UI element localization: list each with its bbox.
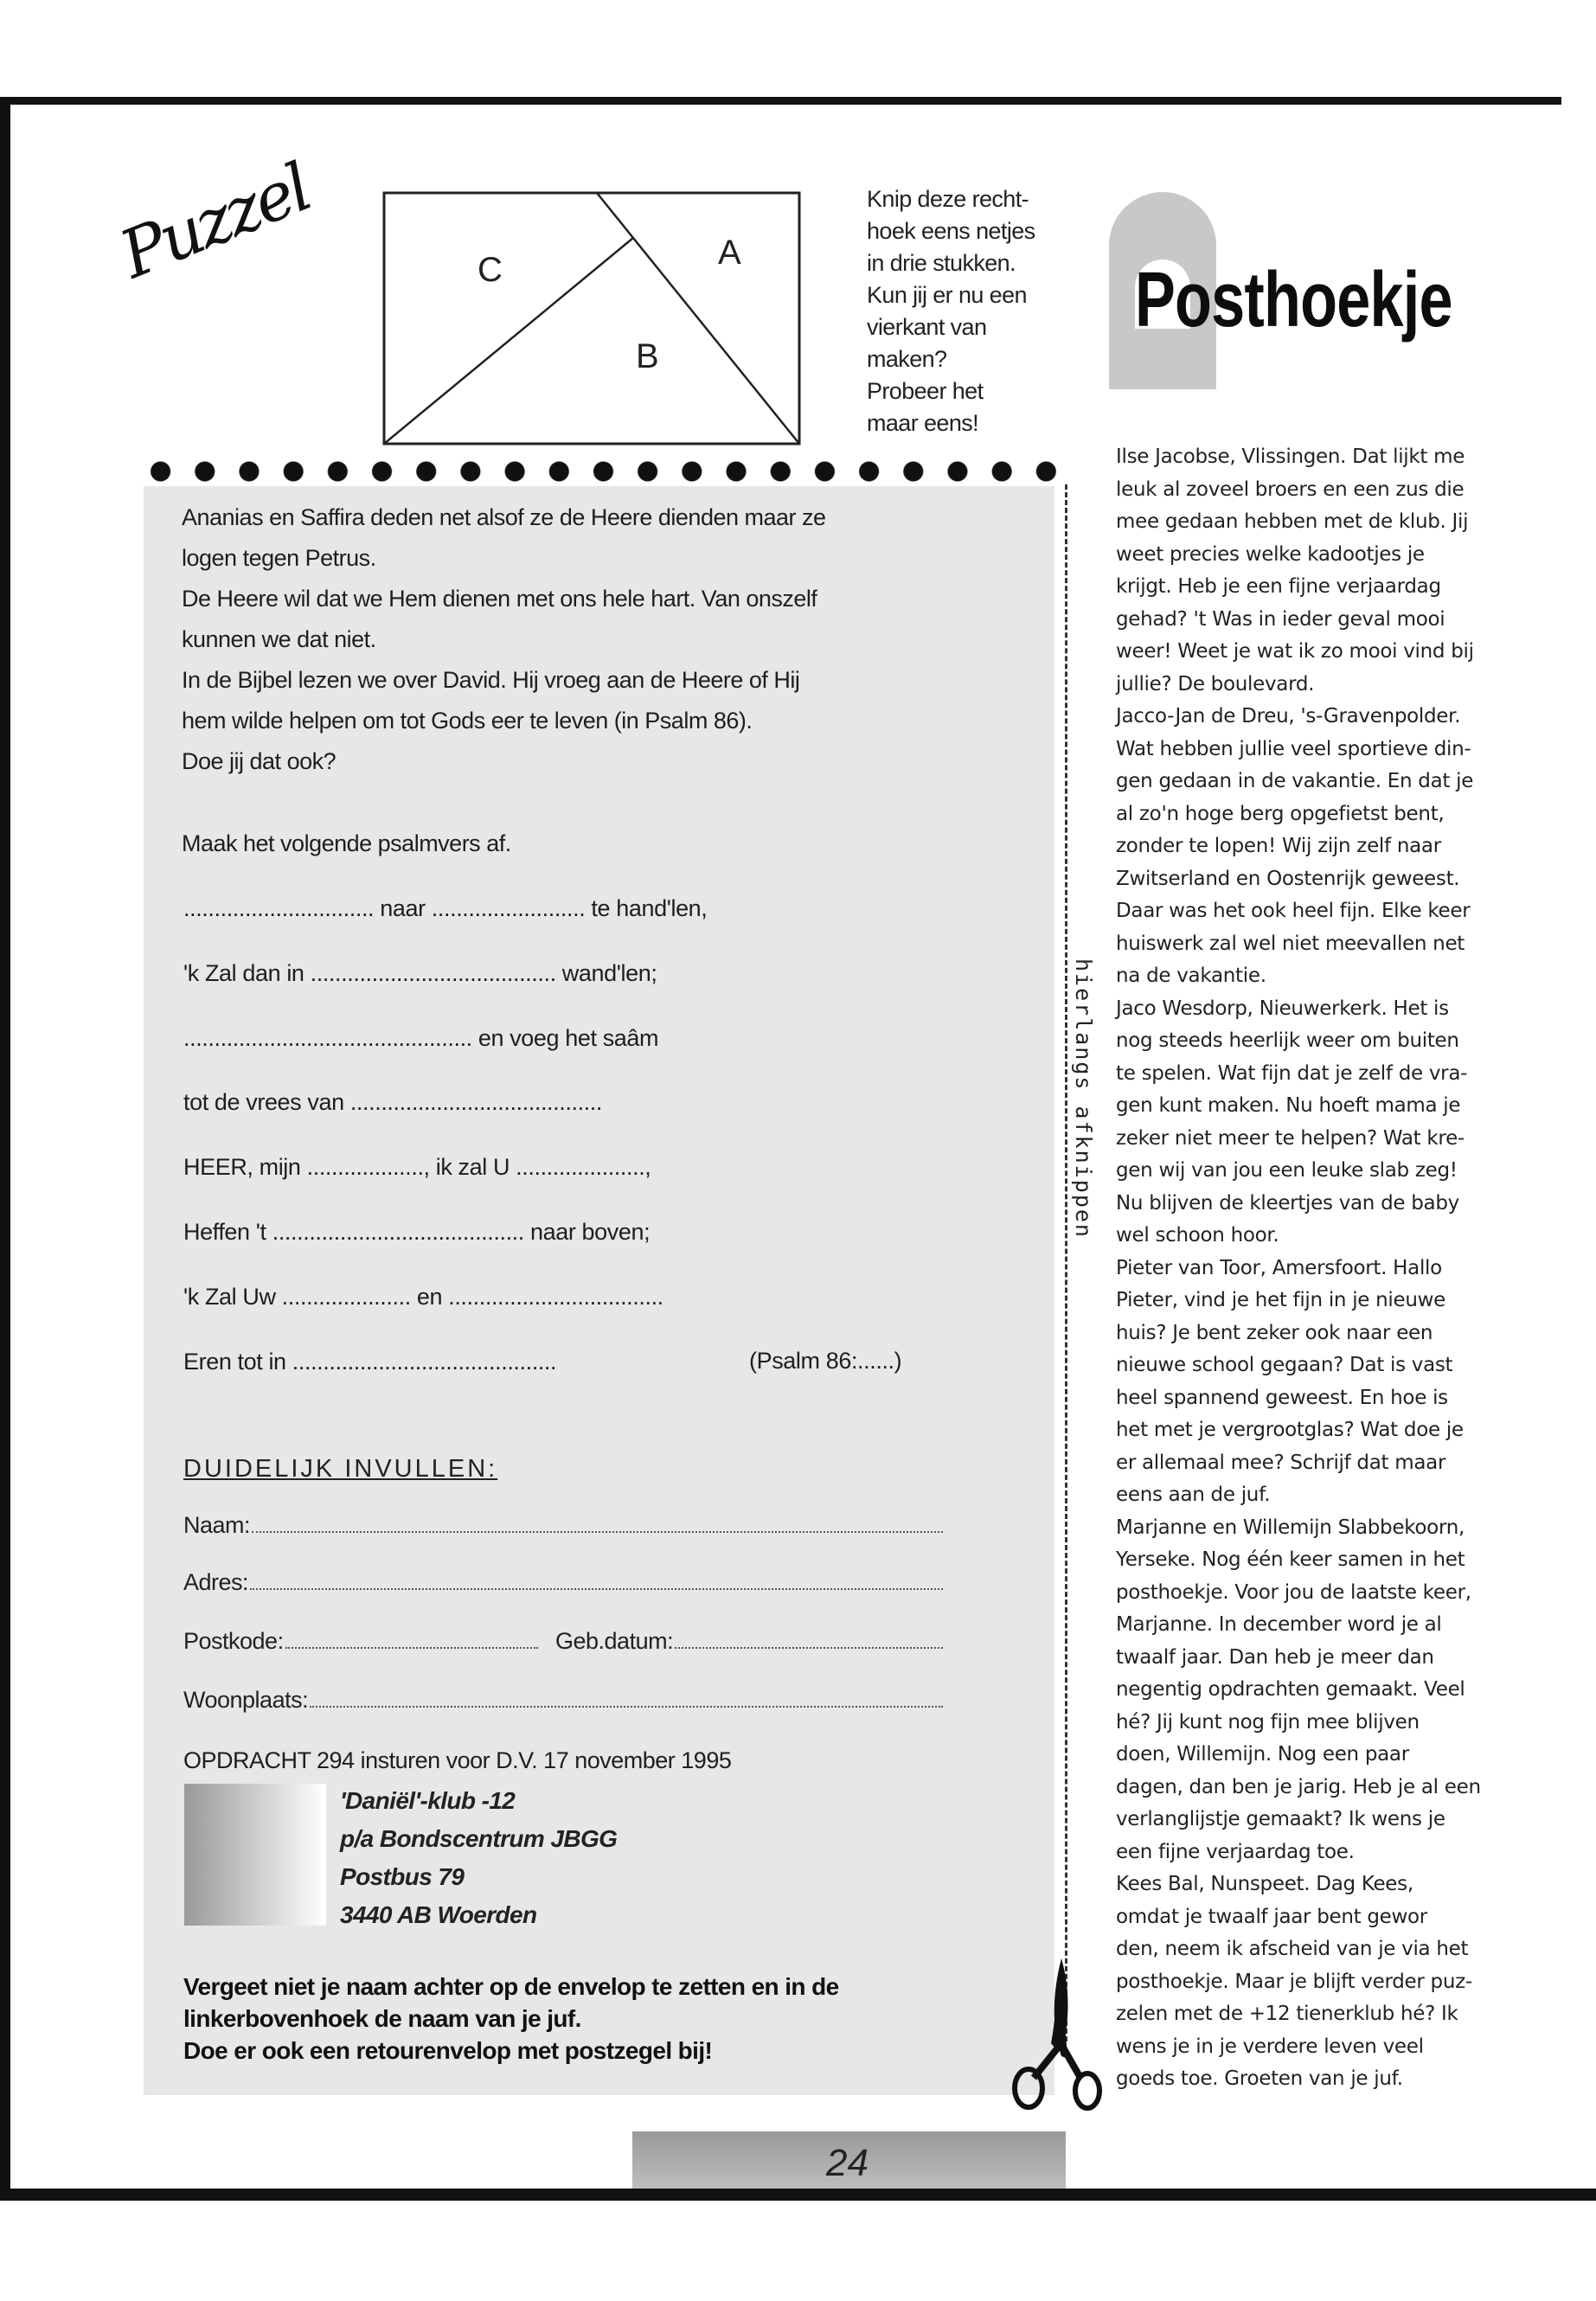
letter-line: zeker niet meer te helpen? Wat kre-	[1116, 1126, 1465, 1150]
letter-line: Zwitserland en Oostenrijk geweest.	[1116, 867, 1460, 890]
posthoekje-letters	[1116, 441, 1481, 2096]
mailing-address	[340, 1782, 617, 1934]
birthdate-field[interactable]	[555, 1628, 943, 1655]
dotted-divider	[138, 460, 1066, 483]
instruction-line: in drie stukken.	[867, 250, 1016, 276]
puzzle-instructions	[867, 183, 1035, 439]
letter-line: huiswerk zal wel niet meevallen net	[1116, 932, 1465, 955]
letter-line: er allemaal mee? Schrijf dat maar	[1116, 1451, 1446, 1474]
letter-line: Wat hebben jullie veel sportieve din-	[1116, 737, 1471, 760]
letter-line: te spelen. Wat fijn dat je zelf de vra-	[1116, 1061, 1468, 1085]
postcode-field[interactable]	[183, 1628, 538, 1655]
letter-line: Jaco Wesdorp, Nieuwerkerk. Het is	[1116, 997, 1449, 1020]
letter-line: krijgt. Heb je een fijne verjaardag	[1116, 575, 1441, 598]
address-line: p/a Bondscentrum JBGG	[340, 1825, 618, 1852]
letter-line: verlanglijstje gemaakt? Ik wens je	[1116, 1808, 1445, 1830]
posthoekje-title: Posthoekje	[1135, 257, 1452, 343]
letter-line: wel schoon hoor.	[1116, 1224, 1279, 1247]
verse-line: Eren tot in ...........................................	[183, 1348, 557, 1375]
address-label: Adres:	[183, 1569, 249, 1595]
letter-line: Ilse Jacobse, Vlissingen. Dat lijkt me	[1116, 445, 1465, 468]
letter-line: gen wij van jou een leuke slab zeg!	[1116, 1159, 1458, 1182]
address-line: Postbus 79	[340, 1863, 465, 1890]
postcode-input-line[interactable]	[285, 1646, 538, 1649]
letter-line: Marjanne en Willemijn Slabbekoorn,	[1116, 1516, 1465, 1539]
page-bottom-border	[0, 2189, 1596, 2201]
reminder-line: Doe er ook een retourenvelop met postzegel bij!	[183, 2037, 713, 2064]
instruction-line: vierkant van	[867, 314, 987, 340]
intro-line: hem wilde helpen om tot Gods eer te leven (in Psalm 86).	[182, 708, 753, 734]
assignment-instruction: Maak het volgende psalmvers af.	[182, 830, 511, 856]
letter-line: dagen, dan ben je jarig. Heb je al een	[1116, 1775, 1481, 1798]
reminder-line: linkerbovenhoek de naam van je juf.	[183, 2005, 581, 2032]
intro-line: Ananias en Saffira deden net alsof ze de Heere dienden maar ze	[182, 504, 826, 530]
city-label: Woonplaats:	[183, 1687, 309, 1713]
letter-line: omdat je twaalf jaar bent gewor	[1116, 1905, 1427, 1928]
letter-line: Jacco-Jan de Dreu, 's-Gravenpolder.	[1116, 705, 1461, 727]
letter-line: posthoekje. Maar je blijft verder puz-	[1116, 1970, 1472, 1993]
cut-label-text: hierlangs afknippen	[1071, 958, 1096, 1239]
letter-line: weer! Weet je wat ik zo mooi vind bij	[1116, 640, 1474, 663]
verse-line: HEER, mijn ..................., ik zal U .....................,	[183, 1154, 651, 1181]
letter-line: wens je in je verdere leven veel	[1116, 2035, 1424, 2058]
address-field[interactable]	[183, 1569, 943, 1596]
instruction-line: maar eens!	[867, 410, 979, 436]
letter-line: zonder te lopen! Wij zijn zelf naar	[1116, 835, 1441, 857]
verse-line: ............................... naar ......................... te hand'len,	[183, 895, 708, 921]
name-input-line[interactable]	[252, 1530, 943, 1533]
intro-line: kunnen we dat niet.	[182, 626, 376, 652]
page-top-border	[0, 97, 1561, 105]
instruction-line: maken?	[867, 346, 947, 372]
letter-line: nieuwe school gegaan? Dat is vast	[1116, 1354, 1453, 1376]
piece-label-c: C	[478, 251, 503, 289]
letter-line: weet precies welke kadootjes je	[1116, 542, 1425, 566]
birthdate-input-line[interactable]	[675, 1646, 943, 1649]
letter-line: den, neem ik afscheid van je via het	[1116, 1938, 1469, 1960]
reminder-text	[183, 1971, 839, 2067]
letter-line: al zo'n hoge berg opgefietst bent,	[1116, 802, 1445, 825]
instruction-line: Probeer het	[867, 378, 984, 404]
address-gradient-block	[184, 1784, 326, 1926]
name-field[interactable]	[183, 1512, 943, 1539]
instruction-line: Knip deze recht-	[867, 186, 1029, 212]
page-left-border	[0, 102, 10, 2200]
letter-line: gen kunt maken. Nu hoeft mama je	[1116, 1094, 1461, 1117]
verse-line: ............................................... en voeg het saâm	[183, 1024, 659, 1051]
address-line: 'Daniël'-klub -12	[340, 1787, 516, 1814]
letter-line: negentig opdrachten gemaakt. Veel	[1116, 1678, 1465, 1701]
reminder-line: Vergeet niet je naam achter op de envelop te zetten en in de	[183, 1973, 839, 2000]
letter-line: Nu blijven de kleertjes van de baby	[1116, 1191, 1459, 1215]
puzzle-title: Puzzel	[109, 149, 320, 293]
letter-line: hé? Jij kunt nog fijn mee blijven	[1116, 1710, 1420, 1734]
letter-line: het met je vergrootglas? Wat doe je	[1116, 1419, 1464, 1441]
letter-line: mee gedaan hebben met de klub. Jij	[1116, 510, 1469, 533]
letter-line: heel spannend geweest. En hoe is	[1116, 1386, 1448, 1409]
address-line: 3440 AB Woerden	[340, 1901, 537, 1928]
instruction-line: hoek eens netjes	[867, 218, 1035, 244]
submission-deadline: OPDRACHT 294 insturen voor D.V. 17 november 1995	[183, 1747, 732, 1773]
letter-line: nog steeds heerlijk weer om buiten	[1116, 1029, 1459, 1052]
birthdate-label: Geb.datum:	[555, 1628, 674, 1654]
form-heading: DUIDELIJK INVULLEN:	[183, 1455, 498, 1483]
letter-line: Daar was het ook heel fijn. Elke keer	[1116, 900, 1471, 922]
letter-line: gehad? 't Was in ieder geval mooi	[1116, 607, 1445, 631]
letter-line: posthoekje. Voor jou de laatste keer,	[1116, 1580, 1471, 1604]
letter-line: na de vakantie.	[1116, 965, 1266, 987]
letter-line: twaalf jaar. Dan heb je meer dan	[1116, 1645, 1434, 1669]
page-number: 24	[826, 2142, 869, 2184]
intro-line: logen tegen Petrus.	[182, 545, 376, 571]
letter-line: Marjanne. In december word je al	[1116, 1613, 1442, 1636]
letter-line: Yerseke. Nog één keer samen in het	[1116, 1548, 1465, 1571]
letter-line: jullie? De boulevard.	[1116, 672, 1315, 695]
intro-line: De Heere wil dat we Hem dienen met ons hele hart. Van onszelf	[182, 586, 817, 612]
letter-line: gen gedaan in de vakantie. En dat je	[1116, 770, 1474, 792]
postcode-label: Postkode:	[183, 1628, 284, 1654]
piece-label-b: B	[636, 337, 659, 375]
letter-line: zelen met de +12 tienerklub hé? Ik	[1116, 2003, 1458, 2025]
letter-line: Kees Bal, Nunspeet. Dag Kees,	[1116, 1873, 1413, 1895]
intro-line: In de Bijbel lezen we over David. Hij vroeg aan de Heere of Hij	[182, 667, 800, 693]
cut-line	[1065, 484, 1067, 2041]
puzzle-diagram	[381, 186, 804, 450]
letter-line: Pieter van Toor, Amersfoort. Hallo	[1116, 1256, 1442, 1279]
letter-line: een fijne verjaardag toe.	[1116, 1840, 1355, 1863]
letter-line: eens aan de juf.	[1116, 1484, 1271, 1506]
city-input-line[interactable]	[310, 1705, 943, 1708]
letter-line: leuk al zoveel broers en een zus die	[1116, 478, 1465, 501]
piece-label-a: A	[718, 234, 741, 272]
verse-line: 'k Zal Uw ..................... en ...................................	[183, 1283, 663, 1310]
verse-line: tot de vrees van .........................................	[183, 1089, 602, 1116]
letter-line: doen, Willemijn. Nog een paar	[1116, 1743, 1409, 1766]
address-input-line[interactable]	[250, 1587, 943, 1590]
letter-line: Pieter, vind je het fijn in je nieuwe	[1116, 1289, 1446, 1311]
letter-line: goeds toe. Groeten van je juf.	[1116, 2067, 1403, 2090]
city-field[interactable]	[183, 1687, 943, 1714]
name-label: Naam:	[183, 1512, 251, 1538]
letter-line: huis? Je bent zeker ook naar een	[1116, 1321, 1433, 1344]
scissors-icon	[1008, 1957, 1103, 2112]
verse-line: 'k Zal dan in ........................................ wand'len;	[183, 959, 657, 986]
cut-label	[1071, 958, 1106, 1287]
verse-line: Heffen 't ......................................... naar boven;	[183, 1219, 651, 1245]
intro-line: Doe jij dat ook?	[182, 748, 337, 774]
psalm-reference: (Psalm 86:......)	[749, 1348, 902, 1374]
instruction-line: Kun jij er nu een	[867, 282, 1027, 308]
